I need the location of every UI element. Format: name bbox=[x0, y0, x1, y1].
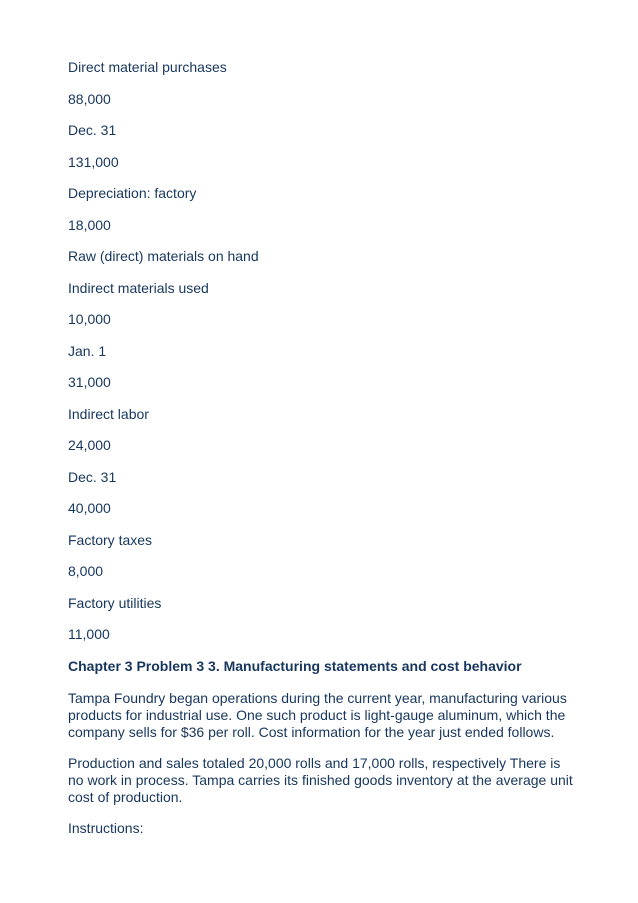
production-paragraph bbox=[68, 755, 608, 806]
cost-item-value: 131,000 bbox=[68, 153, 119, 170]
cost-item-value: 88,000 bbox=[68, 90, 111, 107]
paragraph-line: Tampa Foundry began operations during the current year, manufacturing various bbox=[68, 689, 567, 706]
document-content bbox=[68, 59, 608, 851]
cost-item-value: 10,000 bbox=[68, 311, 111, 327]
cost-item-label: Dec. 31 bbox=[68, 122, 117, 138]
cost-item-label: Direct material purchases bbox=[68, 59, 227, 75]
cost-item-label: Indirect materials used bbox=[68, 279, 209, 296]
cost-item-value: 8,000 bbox=[68, 563, 104, 579]
cost-item-value: 40,000 bbox=[68, 500, 111, 516]
cost-item-value: 18,000 bbox=[68, 216, 111, 233]
cost-item-label: Raw (direct) materials on hand bbox=[68, 248, 259, 264]
cost-item-label: Factory utilities bbox=[68, 594, 162, 611]
paragraph-line: cost of production. bbox=[68, 788, 183, 805]
cost-item-label: Depreciation: factory bbox=[68, 185, 197, 201]
cost-item-value: 31,000 bbox=[68, 374, 111, 390]
cost-item-value: 11,000 bbox=[68, 626, 110, 642]
paragraph-line: company sells for $36 per roll. Cost information for the year just ended follows. bbox=[68, 723, 555, 740]
paragraph-line: Production and sales totaled 20,000 rolls and 17,000 rolls, respectively There is bbox=[68, 754, 561, 771]
intro-paragraph bbox=[68, 690, 608, 741]
cost-item-label: Indirect labor bbox=[68, 405, 149, 422]
paragraph-line: no work in process. Tampa carries its finished goods inventory at the average unit bbox=[68, 771, 573, 788]
cost-item-label: Jan. 1 bbox=[68, 342, 107, 359]
cost-item-label: Factory taxes bbox=[68, 531, 153, 548]
instructions-label: Instructions: bbox=[68, 819, 144, 836]
cost-item-value: 24,000 bbox=[68, 437, 111, 453]
paragraph-line: products for industrial use. One such product is light-gauge aluminum, which the bbox=[68, 706, 566, 723]
section-heading: Chapter 3 Problem 3 3. Manufacturing statements and cost behavior bbox=[68, 657, 522, 674]
cost-item-label: Dec. 31 bbox=[68, 468, 117, 485]
